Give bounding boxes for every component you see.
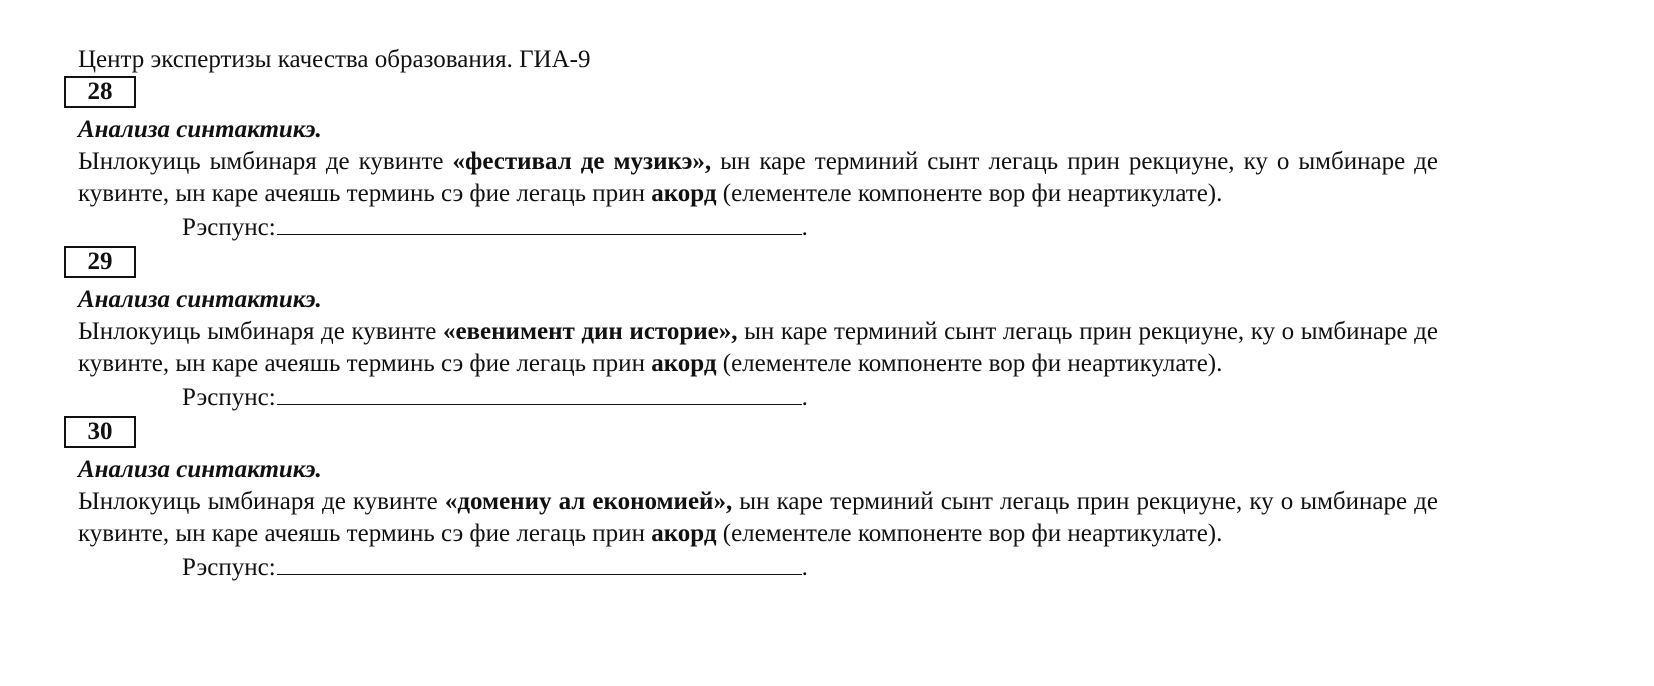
- task-number-box: 28: [64, 76, 136, 108]
- task-title: Анализа синтактикэ.: [78, 286, 322, 313]
- instruction-phrase: «домениу ал економией»,: [444, 488, 733, 515]
- answer-row: [78, 380, 1438, 412]
- instruction-phrase: «фестивал де музикэ»,: [452, 148, 712, 175]
- instruction-keyword: акорд: [651, 350, 717, 377]
- task-number-row: [78, 416, 1438, 448]
- instruction-text-middle: ын каре терминий сынт легаць прин рекциуне, ку о ымбинаре де кувинте, ын каре ачеяшь терминь сэ фие легаць прин: [78, 318, 1438, 377]
- instruction-phrase: «евенимент дин историе»,: [442, 318, 738, 345]
- document-page: [78, 44, 1438, 582]
- instruction-text-after: (елементеле компоненте вор фи неартикулате).: [716, 350, 1223, 377]
- instruction-text-after: (елементеле компоненте вор фи неартикулате).: [716, 180, 1223, 207]
- instruction-text-middle: ын каре терминий сынт легаць прин рекциуне, ку о ымбинаре де кувинте, ын каре ачеяшь терминь сэ фие легаць прин: [78, 488, 1438, 547]
- task-30: [78, 416, 1438, 582]
- answer-label: Рэспунс:: [182, 214, 276, 241]
- answer-blank-line[interactable]: [277, 550, 802, 575]
- page-header: Центр экспертизы качества образования. ГИА-9: [78, 46, 591, 73]
- answer-row: [78, 550, 1438, 582]
- answer-row: [78, 210, 1438, 242]
- instruction-text-before: Ынлокуиць ымбинаря де кувинте: [78, 488, 445, 515]
- task-number-box: 30: [64, 416, 136, 448]
- answer-end-period: .: [801, 554, 808, 581]
- task-number-row: [78, 246, 1438, 278]
- task-29: [78, 246, 1438, 412]
- instruction-text-after: (елементеле компоненте вор фи неартикулате).: [716, 520, 1223, 547]
- task-number-box: 29: [64, 246, 136, 278]
- task-number-row: [78, 76, 1438, 108]
- instruction-text-middle: ын каре терминий сынт легаць прин рекциуне, ку о ымбинаре де кувинте, ын каре ачеяшь терминь сэ фие легаць прин: [78, 148, 1438, 207]
- task-instruction: [78, 146, 1438, 210]
- instruction-text-before: Ынлокуиць ымбинаря де кувинте: [78, 148, 453, 175]
- answer-end-period: .: [801, 214, 808, 241]
- instruction-keyword: акорд: [651, 180, 717, 207]
- answer-label: Рэспунс:: [182, 554, 276, 581]
- answer-label: Рэспунс:: [182, 384, 276, 411]
- answer-end-period: .: [801, 384, 808, 411]
- instruction-text-before: Ынлокуиць ымбинаря де кувинте: [78, 318, 443, 345]
- task-28: [78, 76, 1438, 242]
- task-instruction: [78, 486, 1438, 550]
- task-title: Анализа синтактикэ.: [78, 116, 322, 143]
- task-title: Анализа синтактикэ.: [78, 456, 322, 483]
- instruction-keyword: акорд: [651, 520, 717, 547]
- answer-blank-line[interactable]: [277, 210, 802, 235]
- task-instruction: [78, 316, 1438, 380]
- answer-blank-line[interactable]: [277, 380, 802, 405]
